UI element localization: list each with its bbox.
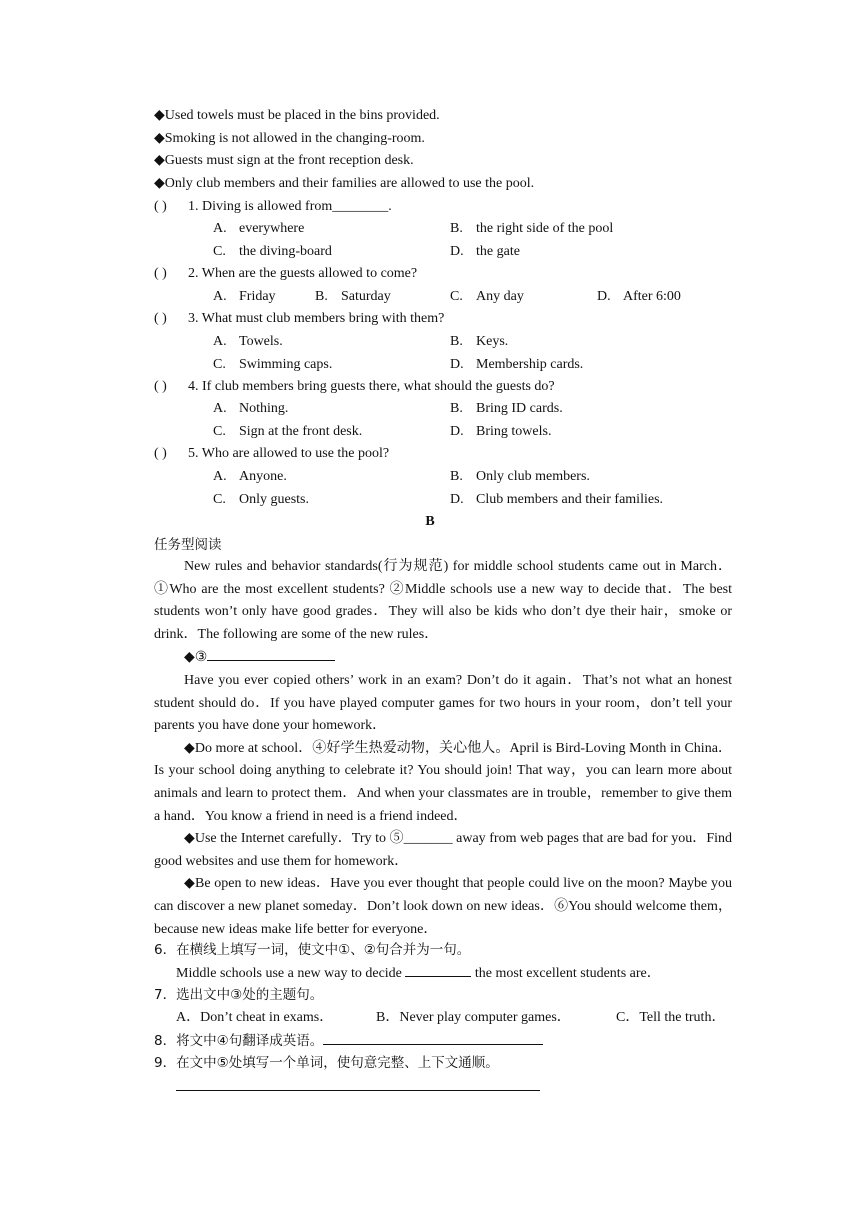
task-6-sentence: Middle schools use a new way to decide the most excellent students are． (176, 962, 661, 984)
option-b: B. Bring ID cards. (450, 401, 563, 416)
option-d: D. After 6:00 (597, 289, 681, 304)
task-title: 任务型阅读 (154, 537, 222, 553)
passage-paragraph: Have you ever copied others’ work in an exam? Don’t do it again．That’s not what an honest student should do．If you have played computer games for two hours in your room，don’t tell your parents you have done your homework． (154, 672, 732, 734)
answer-blank (405, 962, 471, 977)
answer-paren: ( ) (154, 199, 167, 214)
option-a: A. Nothing. (213, 401, 289, 416)
task-7-option-c: C．Tell the truth． (616, 1010, 726, 1025)
option-b: B. Keys. (450, 334, 509, 349)
task-9-prompt: 9．在文中⑤处填写一个单词，使句意完整、上下文通顺。 (154, 1055, 499, 1071)
task-6-prompt: 6．在横线上填写一词，使文中①、②句合并为一句。 (154, 942, 471, 958)
option-a: A. Friday (213, 289, 276, 304)
question-2 (154, 264, 417, 284)
question-stem: 4. If club members bring guests there, what should the guests do? (188, 379, 555, 394)
option-d: D. the gate (450, 244, 520, 259)
section-heading: B (425, 514, 435, 529)
option-b: B. the right side of the pool (450, 221, 614, 236)
passage-paragraph: ◆Do more at school．④好学生热爱动物，关心他人。April is Bird-Loving Month in China．Is your school doing anything to celebrate it? You should join! That way，you can learn more about animals and learn to protect them．And when your classmates are in trouble，remember to give them a hand．You know a friend in need is a friend indeed． (154, 740, 732, 824)
topic-blank (207, 646, 335, 661)
passage-paragraph: ◆③ (154, 646, 732, 670)
option-d: D. Bring towels. (450, 424, 552, 439)
option-b: B. Saturday (315, 289, 391, 304)
answer-paren: ( ) (154, 266, 167, 281)
question-4 (154, 377, 555, 397)
option-d: D. Membership cards. (450, 357, 584, 372)
option-c: C. the diving-board (213, 244, 332, 259)
passage (154, 556, 732, 941)
option-c: C. Any day (450, 289, 524, 304)
question-1 (154, 197, 392, 217)
option-a: A. Towels. (213, 334, 283, 349)
option-a: A. everywhere (213, 221, 305, 236)
question-stem: 5. Who are allowed to use the pool? (188, 446, 390, 461)
option-b: B. Only club members. (450, 469, 590, 484)
question-stem: 3. What must club members bring with them? (188, 311, 445, 326)
question-stem: 2. When are the guests allowed to come? (188, 266, 418, 281)
question-stem: 1. Diving is allowed from________. (188, 199, 392, 214)
answer-paren: ( ) (154, 446, 167, 461)
option-a: A. Anyone. (213, 469, 287, 484)
rule-line: ◆Only club members and their families are allowed to use the pool. (154, 176, 535, 191)
rule-line: ◆Smoking is not allowed in the changing-room. (154, 131, 425, 146)
question-5 (154, 444, 389, 464)
question-3 (154, 309, 444, 329)
task-8-line: 8．将文中④句翻译成英语。 (154, 1030, 543, 1052)
passage-paragraph: ◆Be open to new ideas．Have you ever thought that people could live on the moon? Maybe you can discover a new planet someday．Don’t look down on new ideas．⑥You should welcome them，because new ideas make life better for everyone． (154, 876, 732, 937)
passage-paragraph: ◆Use the Internet carefully．Try to ⑤_______ away from web pages that are bad for you．Find good websites and use them for homework． (154, 831, 732, 869)
task-7-option-a: A．Don’t cheat in exams． (176, 1010, 334, 1025)
task-7-option-b: B．Never play computer games． (376, 1010, 571, 1025)
option-c: C. Only guests. (213, 492, 309, 507)
answer-blank (323, 1030, 543, 1045)
answer-paren: ( ) (154, 379, 167, 394)
rule-line: ◆Used towels must be placed in the bins provided. (154, 108, 440, 123)
rule-line: ◆Guests must sign at the front reception desk. (154, 153, 414, 168)
task-7-prompt: 7．选出文中③处的主题句。 (154, 987, 324, 1003)
answer-line (176, 1090, 540, 1091)
option-c: C. Sign at the front desk. (213, 424, 363, 439)
option-c: C. Swimming caps. (213, 357, 333, 372)
answer-paren: ( ) (154, 311, 167, 326)
option-d: D. Club members and their families. (450, 492, 664, 507)
passage-paragraph: New rules and behavior standards(行为规范) for middle school students came out in March．①Who are the most excellent students? ②Middle schools use a new way to decide that．The best students won’t only have good grades．They will also be kids who don’t dye their hair，smoke or drink．The following are some of the new rules． (154, 559, 732, 642)
